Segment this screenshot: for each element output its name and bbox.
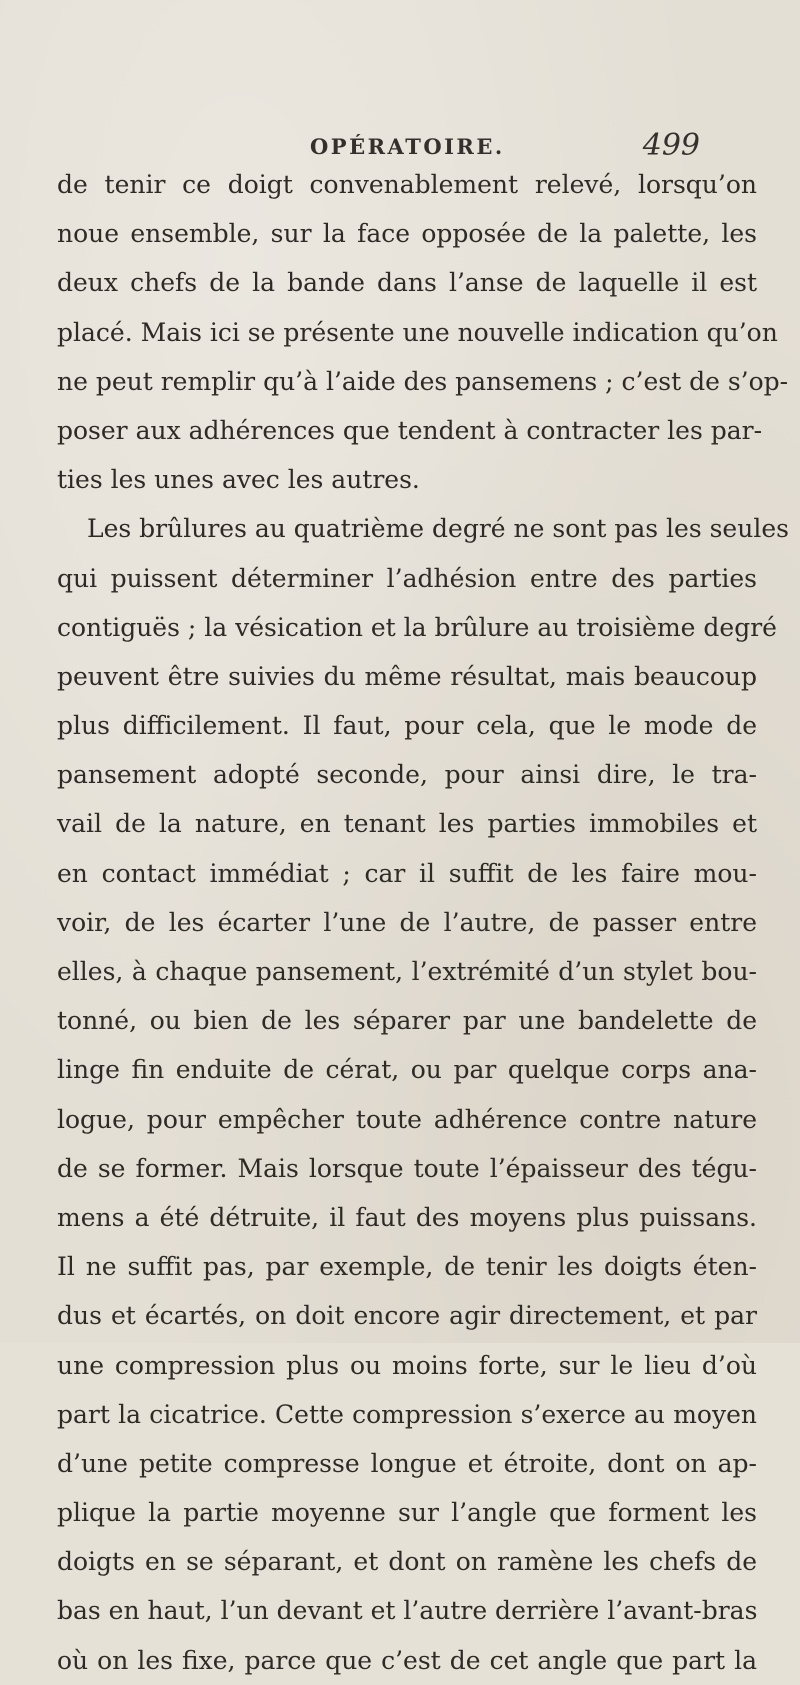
text-line: noue ensemble, sur la face opposée de la palette, les	[57, 219, 757, 249]
text-line: d’une petite compresse longue et étroite, dont on ap-	[57, 1448, 757, 1478]
paragraph-first-line: Les brûlures au quatrième degré ne sont pas les seules	[87, 514, 789, 544]
text-line: placé. Mais ici se présente une nouvelle indication qu’on	[57, 317, 778, 347]
text-line: linge fin enduite de cérat, ou par quelque corps ana-	[57, 1055, 757, 1085]
text-line: contiguës ; la vésication et la brûlure au troisième degré	[57, 612, 777, 642]
running-head-title: OPÉRATOIRE.	[310, 134, 505, 159]
text-line: deux chefs de la bande dans l’anse de laquelle il est	[57, 268, 757, 298]
text-line: bas en haut, l’un devant et l’autre derrière l’avant-bras	[57, 1596, 758, 1626]
text-line: ne peut remplir qu’à l’aide des pansemens ; c’est de s’op-	[57, 366, 789, 396]
text-line: elles, à chaque pansement, l’extrémité d’un stylet bou-	[57, 957, 757, 986]
text-line: dus et écartés, on doit encore agir directement, et par	[57, 1301, 757, 1331]
text-line: Il ne suffit pas, par exemple, de tenir les doigts éten-	[57, 1252, 757, 1282]
text-line: ties les unes avec les autres.	[57, 465, 420, 495]
page-number: 499	[642, 128, 700, 163]
text-line: part la cicatrice. Cette compression s’exerce au moyen	[57, 1399, 757, 1429]
text-line: de tenir ce doigt convenablement relevé, lorsqu’on	[57, 170, 757, 199]
text-line: vail de la nature, en tenant les parties immobiles et	[57, 809, 757, 839]
text-line: plique la partie moyenne sur l’angle que forment les	[57, 1498, 757, 1528]
text-line: qui puissent déterminer l’adhésion entre des parties	[57, 563, 757, 593]
text-line: mens a été détruite, il faut des moyens plus puissans.	[57, 1202, 757, 1232]
text-line: en contact immédiat ; car il suffit de les faire mou-	[57, 858, 757, 888]
text-line: où on les fixe, parce que c’est de cet angle que part la	[57, 1645, 757, 1675]
text-line: tonné, ou bien de les séparer par une bandelette de	[57, 1006, 757, 1036]
text-line: peuvent être suivies du même résultat, mais beaucoup	[57, 661, 757, 691]
text-line: doigts en se séparant, et dont on ramène les chefs de	[57, 1547, 757, 1577]
text-line: plus difficilement. Il faut, pour cela, que le mode de	[57, 711, 757, 741]
body-text	[57, 160, 789, 1685]
text-line: logue, pour empêcher toute adhérence contre nature	[57, 1104, 757, 1134]
text-line: pansement adopté seconde, pour ainsi dire, le tra-	[57, 760, 757, 790]
text-line: poser aux adhérences que tendent à contracter les par-	[57, 415, 763, 445]
text-line: voir, de les écarter l’une de l’autre, de passer entre	[57, 907, 757, 937]
text-line: de se former. Mais lorsque toute l’épaisseur des tégu-	[57, 1153, 757, 1183]
text-line: une compression plus ou moins forte, sur le lieu d’où	[57, 1350, 757, 1380]
